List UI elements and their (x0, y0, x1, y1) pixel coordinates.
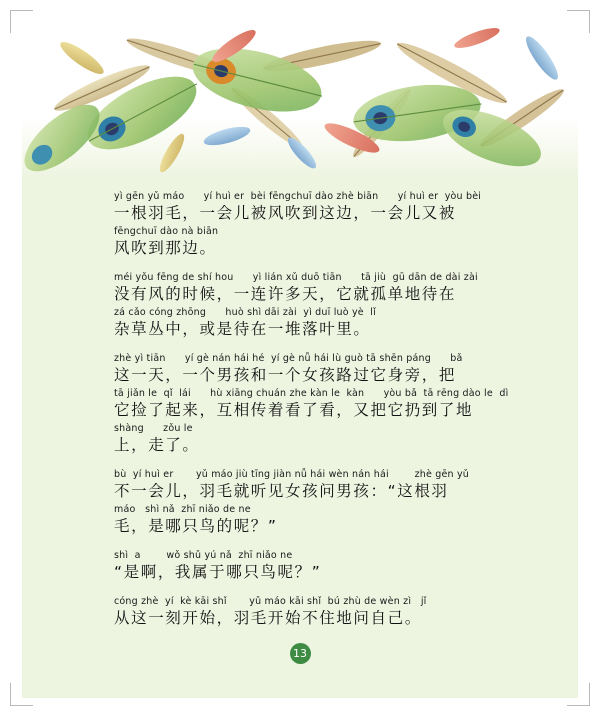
page-number-container (22, 642, 578, 664)
pinyin-line: zhè yì tiān yí gè nán hái hé yí gè nǚ hái lù guò tā shēn páng bǎ (114, 353, 463, 364)
pinyin-line: zá cǎo cóng zhōng huò shì dāi zài yì duī luò yè lǐ (114, 307, 376, 318)
text-line (80, 595, 526, 628)
story-text (22, 190, 578, 641)
hanzi-line: 这一天，一个男孩和一个女孩路过它身旁，把 (114, 366, 457, 384)
pinyin-line: shàng zǒu le (114, 423, 193, 434)
hanzi-line: “是啊，我属于哪只鸟呢？” (114, 563, 322, 581)
pinyin-line: yì gēn yǔ máo yí huì er bèi fēngchuī dào zhè biān yí huì er yòu bèi (114, 191, 482, 202)
text-line (80, 422, 526, 455)
hanzi-line: 杂草丛中，或是待在一堆落叶里。 (114, 320, 371, 338)
text-line (80, 352, 526, 385)
text-line (80, 225, 526, 258)
hanzi-line: 毛，是哪只鸟的呢？” (114, 517, 278, 535)
text-line (80, 190, 526, 223)
pinyin-line: cóng zhè yí kè kāi shǐ yǔ máo kāi shǐ bú zhù de wèn zì jǐ (114, 596, 427, 607)
feather-illustration (22, 18, 578, 178)
text-line (80, 468, 526, 501)
hanzi-line: 没有风的时候，一连许多天，它就孤单地待在 (114, 285, 457, 303)
paragraph (80, 271, 526, 339)
text-line (80, 387, 526, 420)
hanzi-line: 不一会儿，羽毛就听见女孩问男孩：“这根羽 (114, 482, 449, 500)
paragraph (80, 549, 526, 582)
pinyin-line: tā jiǎn le qǐ lái hù xiāng chuán zhe kàn le kàn yòu bǎ tā rēng dào le dì (114, 388, 509, 399)
hanzi-line: 上，走了。 (114, 436, 200, 454)
hanzi-line: 它捡了起来，互相传着看了看，又把它扔到了地 (114, 401, 474, 419)
paragraph (80, 352, 526, 455)
feather-illustration-svg (22, 18, 578, 178)
paragraph (80, 468, 526, 536)
pinyin-line: shì a wǒ shǔ yú nǎ zhī niǎo ne (114, 550, 293, 561)
paragraph (80, 190, 526, 258)
text-line (80, 549, 526, 582)
page-number-badge: 13 (290, 643, 311, 664)
pinyin-line: máo shì nǎ zhī niǎo de ne (114, 504, 251, 515)
pinyin-line: méi yǒu fēng de shí hou yì lián xǔ duō tiān tā jiù gū dān de dài zài (114, 272, 478, 283)
text-line (80, 503, 526, 536)
text-line (80, 271, 526, 304)
paragraph (80, 595, 526, 628)
pinyin-line: bù yí huì er yǔ máo jiù tīng jiàn nǚ hái wèn nán hái zhè gēn yǔ (114, 469, 470, 480)
hanzi-line: 从这一刻开始，羽毛开始不住地问自己。 (114, 609, 422, 627)
text-line (80, 306, 526, 339)
hanzi-line: 一根羽毛，一会儿被风吹到这边，一会儿又被 (114, 204, 457, 222)
pinyin-line: fēngchuī dào nà biān (114, 226, 219, 237)
page-content (22, 18, 578, 698)
hanzi-line: 风吹到那边。 (114, 239, 217, 257)
